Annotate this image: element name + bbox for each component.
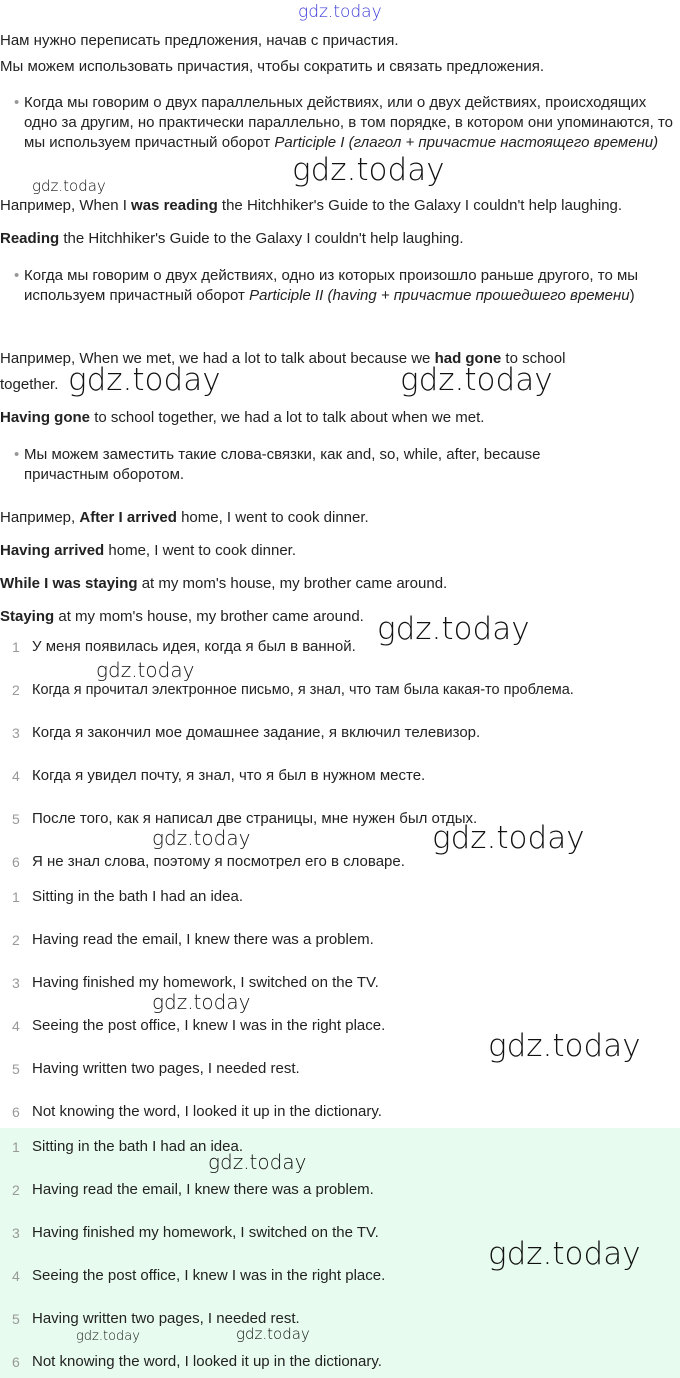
- rule-2-closing: ): [629, 287, 635, 304]
- example-3-bold-1: After I arrived: [79, 509, 177, 526]
- task-en-number: 3: [12, 975, 20, 991]
- task-en-number: 5: [12, 1061, 20, 1077]
- task-en-item: Not knowing the word, I looked it up in the dictionary.: [32, 1103, 382, 1120]
- watermark: gdz.today: [488, 1028, 641, 1064]
- example-2-sentence: [0, 349, 565, 369]
- intro-line-1: Нам нужно переписать предложения, начав с причастия.: [0, 32, 399, 49]
- example-3-rest-3: at my mom's house, my brother came around.: [141, 575, 448, 592]
- rule-2-italic: Participle II (having + причастие прошедшего времени: [249, 287, 630, 304]
- answer-item: Having written two pages, I needed rest.: [32, 1310, 300, 1327]
- task-en-item: Having finished my homework, I switched on the TV.: [32, 974, 379, 991]
- watermark: gdz.today: [76, 1329, 140, 1344]
- watermark: gdz.today: [236, 1325, 310, 1343]
- task-en-number: 2: [12, 932, 20, 948]
- answer-number: 5: [12, 1311, 20, 1327]
- example-3-sentence-1: [0, 508, 369, 528]
- watermark-top: gdz.today: [298, 2, 382, 22]
- task-en-number: 6: [12, 1104, 20, 1120]
- example-3-rest-2: home, I went to cook dinner.: [108, 542, 297, 559]
- example-2-line-2: together.: [0, 376, 59, 393]
- task-ru-item: У меня появилась идея, когда я был в ванной.: [32, 638, 356, 655]
- watermark: gdz.today: [32, 177, 106, 195]
- task-ru-item: Когда я закончил мое домашнее задание, я включил телевизор.: [32, 724, 481, 741]
- answer-item: Not knowing the word, I looked it up in the dictionary.: [32, 1353, 382, 1370]
- watermark: gdz.today: [152, 826, 251, 850]
- example-3-sentence-2: [0, 541, 296, 561]
- example-3-bold-3: While I was staying: [0, 575, 138, 592]
- example-1-result: [0, 229, 464, 249]
- rule-3-text: Мы можем заместить такие слова-связки, как and, so, while, after, because причастным оборотом.: [24, 446, 541, 483]
- bullet-dot-icon: •: [14, 267, 20, 284]
- example-1-prefix: Например, When I: [0, 197, 127, 214]
- example-3-sentence-3: [0, 574, 447, 594]
- task-ru-item: Я не знал слова, поэтому я посмотрел его в словаре.: [32, 853, 405, 870]
- answer-number: 2: [12, 1182, 20, 1198]
- example-3-bold-4: Staying: [0, 608, 55, 625]
- watermark: gdz.today: [68, 362, 221, 398]
- example-3-prefix: Например,: [0, 509, 76, 526]
- task-ru-item: После того, как я написал две страницы, мне нужен был отдых.: [32, 810, 478, 827]
- task-ru-item: Когда я прочитал электронное письмо, я знал, что там была какая-то проблема.: [32, 682, 574, 698]
- task-ru-number: 3: [12, 725, 20, 741]
- watermark: gdz.today: [377, 611, 530, 647]
- answer-item: Sitting in the bath I had an idea.: [32, 1138, 243, 1155]
- example-2-rest-1: to school: [505, 350, 566, 367]
- rule-1-text: Когда мы говорим о двух параллельных действиях, или о двух действиях, происходящих одно за другим, но практически параллельно, в том порядке, в котором они упоминаются, то мы используем причастный оборот: [24, 94, 673, 151]
- watermark: gdz.today: [292, 152, 445, 188]
- task-ru-number: 1: [12, 639, 20, 655]
- example-3-rest-1: home, I went to cook dinner.: [181, 509, 369, 526]
- bullet-dot-icon: •: [14, 94, 20, 111]
- example-2-result-bold: Having gone: [0, 409, 91, 426]
- watermark: gdz.today: [96, 658, 195, 682]
- task-ru-number: 5: [12, 811, 20, 827]
- example-1-result-rest: the Hitchhiker's Guide to the Galaxy I couldn't help laughing.: [63, 230, 464, 247]
- rule-2-text: Когда мы говорим о двух действиях, одно из которых произошло раньше другого, то мы используем причастный оборот: [24, 267, 639, 304]
- answer-item: Having read the email, I knew there was a problem.: [32, 1181, 374, 1198]
- task-ru-number: 4: [12, 768, 20, 784]
- answer-number: 1: [12, 1139, 20, 1155]
- watermark: gdz.today: [432, 820, 585, 856]
- rule-bullet-3: [14, 445, 614, 485]
- rule-1-italic: Participle I (глагол + причастие настоящего времени): [274, 134, 659, 151]
- task-en-number: 4: [12, 1018, 20, 1034]
- answer-number: 6: [12, 1354, 20, 1370]
- task-en-number: 1: [12, 889, 20, 905]
- task-en-item: Having read the email, I knew there was a problem.: [32, 931, 374, 948]
- rule-bullet-2: [14, 266, 680, 306]
- rule-bullet-1: [14, 93, 680, 153]
- answer-number: 4: [12, 1268, 20, 1284]
- example-2-bold: had gone: [434, 350, 502, 367]
- task-ru-number: 2: [12, 682, 20, 698]
- example-1-result-bold: Reading: [0, 230, 60, 247]
- watermark: gdz.today: [208, 1150, 307, 1174]
- example-2-result-rest: to school together, we had a lot to talk about when we met.: [94, 409, 485, 426]
- example-2-prefix: Например, When we met, we had a lot to talk about because we: [0, 350, 431, 367]
- example-1-bold: was reading: [131, 197, 218, 214]
- task-en-item: Seeing the post office, I knew I was in the right place.: [32, 1017, 386, 1034]
- example-3-rest-4: at my mom's house, my brother came around.: [58, 608, 364, 625]
- bullet-dot-icon: •: [14, 446, 20, 463]
- example-3-sentence-4: [0, 607, 364, 627]
- answer-number: 3: [12, 1225, 20, 1241]
- example-1-rest: the Hitchhiker's Guide to the Galaxy I couldn't help laughing.: [221, 197, 623, 214]
- watermark: gdz.today: [400, 362, 553, 398]
- task-ru-number: 6: [12, 854, 20, 870]
- answer-item: Having finished my homework, I switched on the TV.: [32, 1224, 379, 1241]
- answer-item: Seeing the post office, I knew I was in the right place.: [32, 1267, 386, 1284]
- task-en-item: Having written two pages, I needed rest.: [32, 1060, 300, 1077]
- watermark: gdz.today: [152, 990, 251, 1014]
- task-en-item: Sitting in the bath I had an idea.: [32, 888, 243, 905]
- example-2-result: [0, 408, 484, 428]
- task-ru-item: Когда я увидел почту, я знал, что я был в нужном месте.: [32, 767, 426, 784]
- intro-line-2: Мы можем использовать причастия, чтобы сократить и связать предложения.: [0, 58, 545, 75]
- example-3-bold-2: Having arrived: [0, 542, 105, 559]
- watermark: gdz.today: [488, 1236, 641, 1272]
- example-1-sentence: [0, 196, 622, 216]
